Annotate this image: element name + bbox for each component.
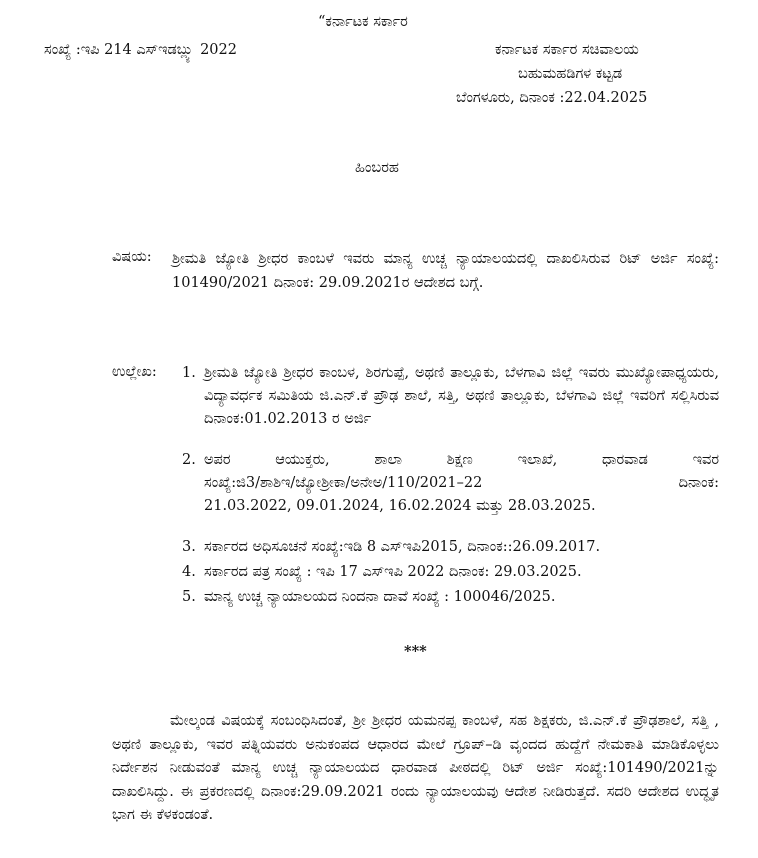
body-paragraph: ಮೇಲ್ಕಂಡ ವಿಷಯಕ್ಕೆ ಸಂಬಂಧಿಸಿದಂತೆ, ಶ್ರೀ ಶ್ರೀಧರ ಯಮನಪ್ಪ ಕಾಂಬಳೆ, ಸಹ ಶಿಕ್ಷಕರು, ಜಿ.ಎನ್.ಕೆ ಪ್ರೌಢಶಾಲೆ, ಸತ್ತಿ , ಅಥಣಿ ತಾಲ್ಲೂಕು, ಇವರ ಪತ್ನಿಯವರು ಅನುಕಂಪದ ಆಧಾರದ ಮೇಲೆ ಗ್ರೂಪ್–ಡಿ ವೃಂದದ ಹುದ್ದೆಗೆ ನೇಮಕಾತಿ ಮಾಡಿಕೊಳ್ಳಲು ನಿರ್ದೇಶನ ನೀಡುವಂತೆ ಮಾನ್ಯ ಉಚ್ಚ ನ್ಯಾಯಾಲಯದ ಧಾರವಾಡ ಪೀಠದಲ್ಲಿ ರಿಟ್ ಅರ್ಜಿ ಸಂಖ್ಯೆ:101490/2021ನ್ನು ದಾಖಲಿಸಿದ್ದು. ಈ ಪ್ರಕರಣದಲ್ಲಿ ದಿನಾಂಕ:29.09.2021 ರಂದು ನ್ಯಾಯಾಲಯವು ಆದೇಶ ನೀಡಿರುತ್ತದೆ. ಸದರಿ ಆದೇಶದ ಉದ್ಧೃತ ಭಾಗ ಈ ಕೆಳಕಂಡಂತೆ. [112,713,719,823]
reference-item [182,561,719,584]
reference-item [182,536,719,559]
government-title: “ಕರ್ನಾಟಕ ಸರ್ಕಾರ [318,14,408,30]
reference-item [182,362,719,431]
reference-number-label: 2. [182,452,196,468]
reference-number-label: 3. [182,539,196,555]
references-list [182,362,719,609]
building-name: ಬಹುಮಹಡಿಗಳ ಕಟ್ಟಡ [518,66,623,82]
place-and-date: ಬೆಂಗಳೂರು, ದಿನಾಂಕ :22.04.2025 [456,90,648,106]
references-label: ಉಲ್ಲೇಖ: [112,364,157,380]
reference-order-number: ಸಂಖ್ಯೆ:ಜಿ3/ಶಾಶಿಇ/ಜ್ಯೋಶ್ರೀಕಾ/ಅನೇಅ/110/2021–22 [204,475,483,491]
section-separator: *** [404,643,427,660]
subject-text: ಶ್ರೀಮತಿ ಜ್ಯೋತಿ ಶ್ರೀಧರ ಕಾಂಬಳೆ ಇವರು ಮಾನ್ಯ ಉಚ್ಚ ನ್ಯಾಯಾಲಯದಲ್ಲಿ ದಾಖಲಿಸಿರುವ ರಿಟ್ ಅರ್ಜಿ ಸಂಖ್ಯೆ: 101490/2021 ದಿನಾಂಕ: 29.09.2021ರ ಆದೇಶದ ಬಗ್ಗೆ. [172,251,719,291]
reference-text: ಸರ್ಕಾರದ ಪತ್ರ ಸಂಖ್ಯೆ : ಇಪಿ 17 ಎಸ್‌ಇಪಿ 2022 ದಿನಾಂಕ: 29.03.2025. [204,564,582,580]
reference-text-line: 21.03.2022, 09.01.2024, 16.02.2024 ಮತ್ತು 28.03.2025. [204,498,596,514]
document-type-heading: ಹಿಂಬರಹ [355,160,399,176]
reference-text: ಮಾನ್ಯ ಉಚ್ಚ ನ್ಯಾಯಾಲಯದ ನಿಂದನಾ ದಾವೆ ಸಂಖ್ಯೆ : 100046/2025. [204,589,556,605]
reference-number-label: 1. [182,365,196,381]
reference-date-label: ದಿನಾಂಕ: [678,475,719,491]
reference-number-label: 5. [182,589,196,605]
reference-text: ಶ್ರೀಮತಿ ಜ್ಯೋತಿ ಶ್ರೀಧರ ಕಾಂಬಳ, ಶಿರಗುಪ್ಪೆ, ಅಥಣಿ ತಾಲ್ಲೂಕು, ಬೆಳಗಾವಿ ಜಿಲ್ಲೆ ಇವರು ಮುಖ್ಯೋಪಾಧ್ಯಯರು, ವಿದ್ಯಾವರ್ಧಕ ಸಮಿತಿಯ ಜಿ.ಎನ್.ಕೆ ಪ್ರೌಢ ಶಾಲೆ, ಸತ್ತಿ, ಅಥಣಿ ತಾಲ್ಲೂಕು, ಬೆಳಗಾವಿ ಜಿಲ್ಲೆ ಇವರಿಗೆ ಸಲ್ಲಿಸಿರುವ ದಿನಾಂಕ:01.02.2013 ರ ಅರ್ಜಿ [204,365,719,427]
reference-text-line [204,472,719,495]
reference-item [182,586,719,609]
reference-text-line: ಅಪರ ಆಯುಕ್ತರು, ಶಾಲಾ ಶಿಕ್ಷಣ ಇಲಾಖೆ, ಧಾರವಾಡ ಇವರ [204,452,719,468]
reference-item [182,449,719,518]
subject-label: ವಿಷಯ: [112,249,152,265]
reference-number-label: 4. [182,564,196,580]
reference-number: ಸಂಖ್ಯೆ :ಇಪಿ 214 ಎಸ್‌ಇಡಬ್ಲ್ಯು 2022 [44,42,237,58]
reference-text: ಸರ್ಕಾರದ ಅಧಿಸೂಚನೆ ಸಂಖ್ಯೆ:ಇಡಿ 8 ಎಸ್‌ಇಪಿ2015, ದಿನಾಂಕ::26.09.2017. [204,539,601,555]
office-name: ಕರ್ನಾಟಕ ಸರ್ಕಾರ ಸಚಿವಾಲಯ [495,42,639,58]
